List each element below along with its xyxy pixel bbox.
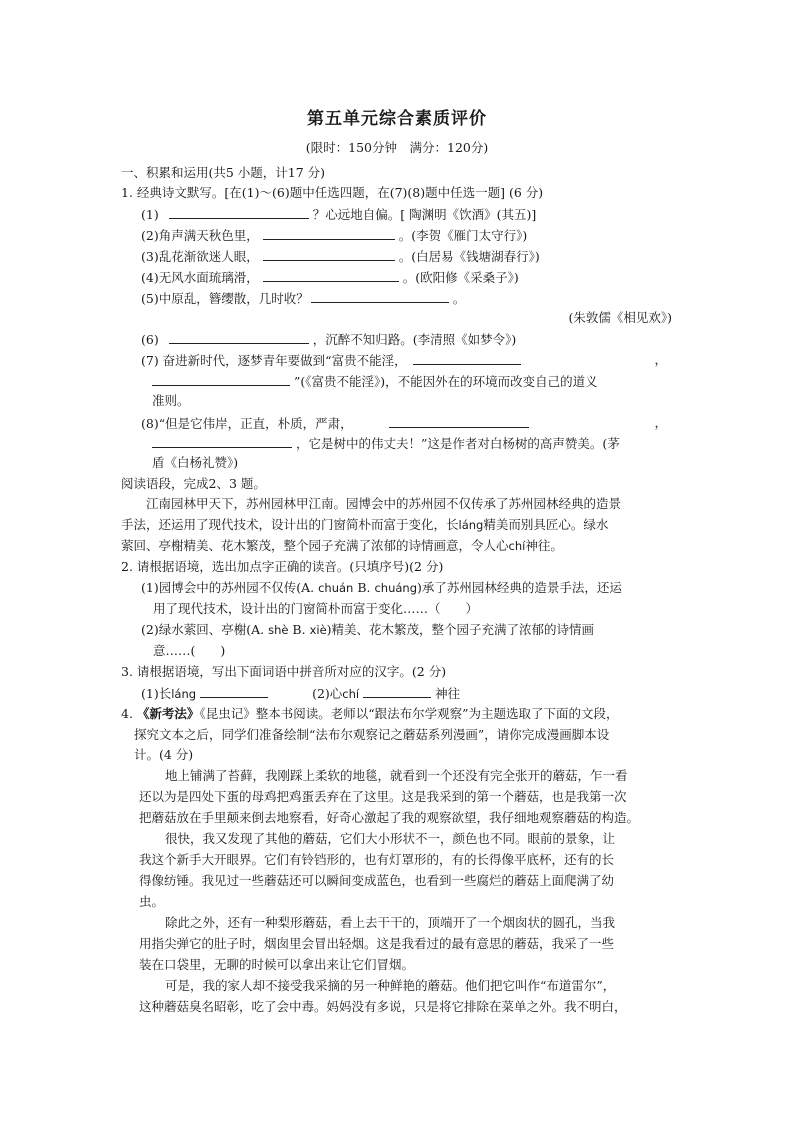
question-3-stem: 3. 请根据语境，写出下面词语中拼音所对应的汉字。(2 分) [121,664,447,679]
excerpt-line-12: 这种蘑菇臭名昭彰，吃了会中毒。妈妈没有多说，只是将它排除在菜单之外。我不明白， [139,999,627,1014]
passage-line-3: 萦回、亭榭精美、花木繁茂，整个园子充满了浓郁的诗情画意，令人心chí神往。 [121,538,563,553]
page-subtitle: (限时：150分钟 满分：120分) [305,140,489,155]
q1-line-3: (3)乱花渐欲迷人眼， 。(白居易《钱塘湖春行》) [141,249,540,264]
new-exam-tag: 《新考法》 [136,706,200,721]
answer-blank[interactable] [169,330,309,344]
q1-line-5-source: (朱敦儒《相见欢》) [568,310,672,325]
answer-blank[interactable] [263,226,395,240]
q2-item-2b: 意……( ) [153,643,226,658]
question-2-stem: 2. 请根据语境，选出加点字正确的读音。(只填序号)(2 分) [121,559,444,574]
excerpt-line-10: 装在口袋里，无聊的时候可以拿出来让它们冒烟。 [139,957,415,972]
answer-blank[interactable] [152,372,290,386]
excerpt-line-3: 把蘑菇放在手里颠来倒去地察看，好奇心激起了我的观察欲望，我仔细地观察蘑菇的构造。 [139,810,640,825]
reading-intro: 阅读语段，完成2、3 题。 [121,476,266,491]
q1-line-7b: ”(《富贵不能淫》)，不能因外在的环境而改变自己的道义 [152,372,598,391]
excerpt-line-7: 虫。 [139,894,165,909]
section-heading: 一、积累和运用(共5 小题，计17 分) [121,165,326,180]
excerpt-line-4: 很快，我又发现了其他的蘑菇，它们大小形状不一，颜色也不同。眼前的景象，让 [165,831,616,846]
excerpt-line-11: 可是，我的家人却不接受我采摘的另一种鲜艳的蘑菇。他们把它叫作“布道雷尔”， [165,978,616,993]
excerpt-line-8: 除此之外，还有一种梨形蘑菇，看上去干干的，顶端开了一个烟囱状的圆孔，当我 [165,915,616,930]
q2-item-2a: (2)绿水萦回、亭榭(A. shè B. xiè)精美、花木繁茂，整个园子充满了浓郁的诗情画 [141,622,595,637]
answer-blank[interactable] [389,414,529,428]
answer-blank[interactable] [152,434,292,448]
q2-item-1a: (1)园博会中的苏州园不仅传(A. chuán B. chuáng)承了苏州园林经典的造景手法，还运 [141,580,622,595]
answer-blank[interactable] [263,247,395,261]
q1-line-1: (1) ？心远地自偏。[ 陶渊明《饮酒》(其五)] [141,207,537,222]
passage-line-2: 手法，还运用了现代技术，设计出的门窗简朴而富于变化，长láng精美而别具匠心。绿水 [121,517,609,532]
excerpt-line-6: 得像纺锤。我见过一些蘑菇还可以瞬间变成蓝色，也看到一些腐烂的蘑菇上面爬满了幼 [139,873,615,888]
q1-line-6: (6) ，沉醉不知归路。(李清照《如梦令》) [141,332,517,347]
excerpt-line-9: 用指尖弹它的肚子时，烟囱里会冒出轻烟。这是我看过的最有意思的蘑菇，我采了一些 [139,936,615,951]
q1-line-8b: ，它是树中的伟丈夫！”这是作者对白杨树的高声赞美。(茅 [152,434,620,453]
excerpt-line-1: 地上铺满了苔藓，我刚踩上柔软的地毯，就看到一个还没有完全张开的蘑菇，乍一看 [165,768,628,783]
q1-line-2: (2)角声满天秋色里， 。(李贺《雁门太守行》) [141,228,528,243]
question-1-stem: 1. 经典诗文默写。[在(1)～(6)题中任选四题，在(7)(8)题中任选一题] (6 分) [121,185,544,200]
q1-line-8a: (8)“但是它伟岸，正直，朴质，严肃， ， [141,415,667,431]
excerpt-line-2: 还以为是四处下蛋的母鸡把鸡蛋丢弃在了这里。这是我采到的第一个蘑菇，也是我第一次 [139,789,627,804]
q1-line-8c: 盾《白杨礼赞》) [152,455,239,470]
page-title: 第五单元综合素质评价 [307,109,487,129]
q4-line-2: 探究文本之后，同学们准备绘制“法布尔观察记之蘑菇系列漫画”，请你完成漫画脚本设 [134,727,610,742]
answer-blank[interactable] [263,268,399,282]
q2-item-1b: 用了现代技术，设计出的门窗简朴而富于变化……（ ） [153,601,479,616]
answer-blank[interactable] [413,351,521,365]
answer-blank[interactable] [200,684,268,698]
q4-line-3: 计。(4 分) [134,747,194,762]
q1-line-4: (4)无风水面琉璃滑， 。(欧阳修《采桑子》) [141,270,519,285]
excerpt-line-5: 我这个新手大开眼界。它们有铃铛形的，也有灯罩形的，有的长得像平底杯，还有的长 [139,852,615,867]
answer-blank[interactable] [363,684,431,698]
question-4-stem: 4. 《新考法》《昆虫记》整本书阅读。老师以“跟法布尔学观察”为主题选取了下面的文段， [121,706,619,721]
q3-items: (1)长láng (2)心chí 神往 [141,686,461,701]
answer-blank[interactable] [311,289,449,303]
passage-line-1: 江南园林甲天下，苏州园林甲江南。园博会中的苏州园不仅传承了苏州园林经典的造景 [146,496,622,511]
q1-line-7c: 准则。 [152,393,190,408]
q1-line-7a: (7) 奋进新时代，逐梦青年要做到“富贵不能淫， ， [141,352,667,368]
answer-blank[interactable] [169,205,309,219]
q1-line-5: (5)中原乱，簪缨散，几时收？ 。 [141,291,466,306]
